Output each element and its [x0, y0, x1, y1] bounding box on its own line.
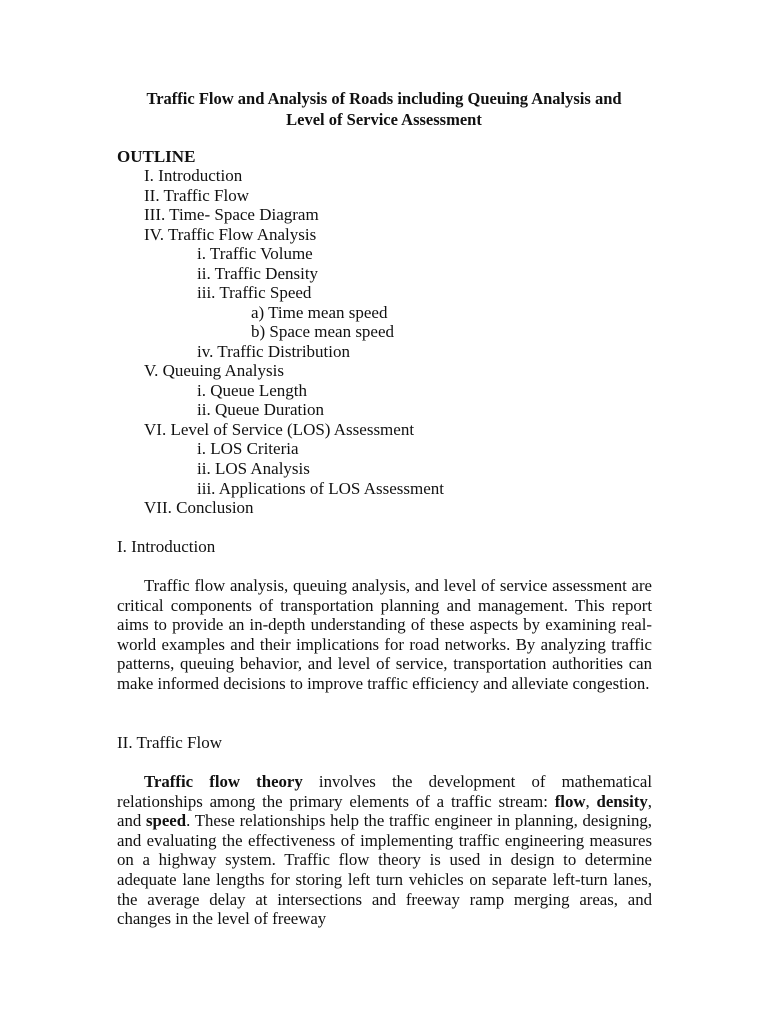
term-density: density [596, 791, 648, 811]
term-speed: speed [146, 811, 187, 831]
outline-subsubitem: a) Time mean speed [251, 303, 388, 322]
traffic-flow-paragraph [117, 772, 652, 929]
outline-item: VII. Conclusion [144, 498, 254, 517]
introduction-text: Traffic flow analysis, queuing analysis, and level of service assessment are critical components of transportation planning and management. This report aims to provide an in-depth understanding of these aspects by examining real-world examples and their implications for road networks. By analyzing traffic patterns, queuing behavior, and level of service, transportation authorities can make informed decisions to improve traffic efficiency and alleviate congestion. [117, 576, 652, 693]
outline-subitem: ii. LOS Analysis [197, 459, 310, 478]
outline-item: IV. Traffic Flow Analysis [144, 225, 317, 244]
outline-item: III. Time- Space Diagram [144, 205, 319, 224]
outline-item: II. Traffic Flow [144, 186, 249, 205]
outline-subitem: i. Queue Length [197, 381, 307, 400]
term-traffic-flow-theory: Traffic flow theory [144, 772, 303, 791]
outline-subitem: i. LOS Criteria [197, 439, 299, 458]
outline-subitem: iii. Traffic Speed [197, 283, 312, 302]
outline-subitem: ii. Traffic Density [197, 264, 319, 283]
introduction-paragraph [117, 576, 652, 694]
outline-subitem: i. Traffic Volume [197, 244, 313, 263]
title-line-1: Traffic Flow and Analysis of Roads including Queuing Analysis and [146, 89, 622, 108]
separator-2: , and [117, 791, 652, 831]
outline-subitem: iii. Applications of LOS Assessment [197, 479, 444, 498]
separator-1: , [585, 791, 597, 811]
traffic-flow-text-1: involves the development of mathematical relationships among the primary elements of a traffic stream: [117, 772, 652, 811]
traffic-flow-text-2: . These relationships help the traffic engineer in planning, designing, and evaluating the effectiveness of implementing traffic engineering measures on a highway system. Traffic flow theory is used in design to determine adequate lane lengths for storing left turn vehicles on separate left-turn lanes, the average delay at intersections and freeway ramp merging areas, and changes in the level of freeway [117, 811, 652, 929]
outline-item: VI. Level of Service (LOS) Assessment [144, 420, 415, 439]
section-heading-introduction: I. Introduction [117, 537, 216, 556]
term-flow: flow [554, 791, 586, 811]
outline-subitem: iv. Traffic Distribution [197, 342, 351, 361]
outline-heading: OUTLINE [117, 147, 196, 166]
section-heading-traffic-flow: II. Traffic Flow [117, 733, 222, 752]
outline-subitem: ii. Queue Duration [197, 400, 324, 419]
outline-item: I. Introduction [144, 166, 243, 185]
document-title [100, 88, 668, 130]
title-line-2: Level of Service Assessment [286, 110, 482, 129]
outline-subsubitem: b) Space mean speed [251, 322, 395, 341]
outline-item: V. Queuing Analysis [144, 361, 284, 380]
